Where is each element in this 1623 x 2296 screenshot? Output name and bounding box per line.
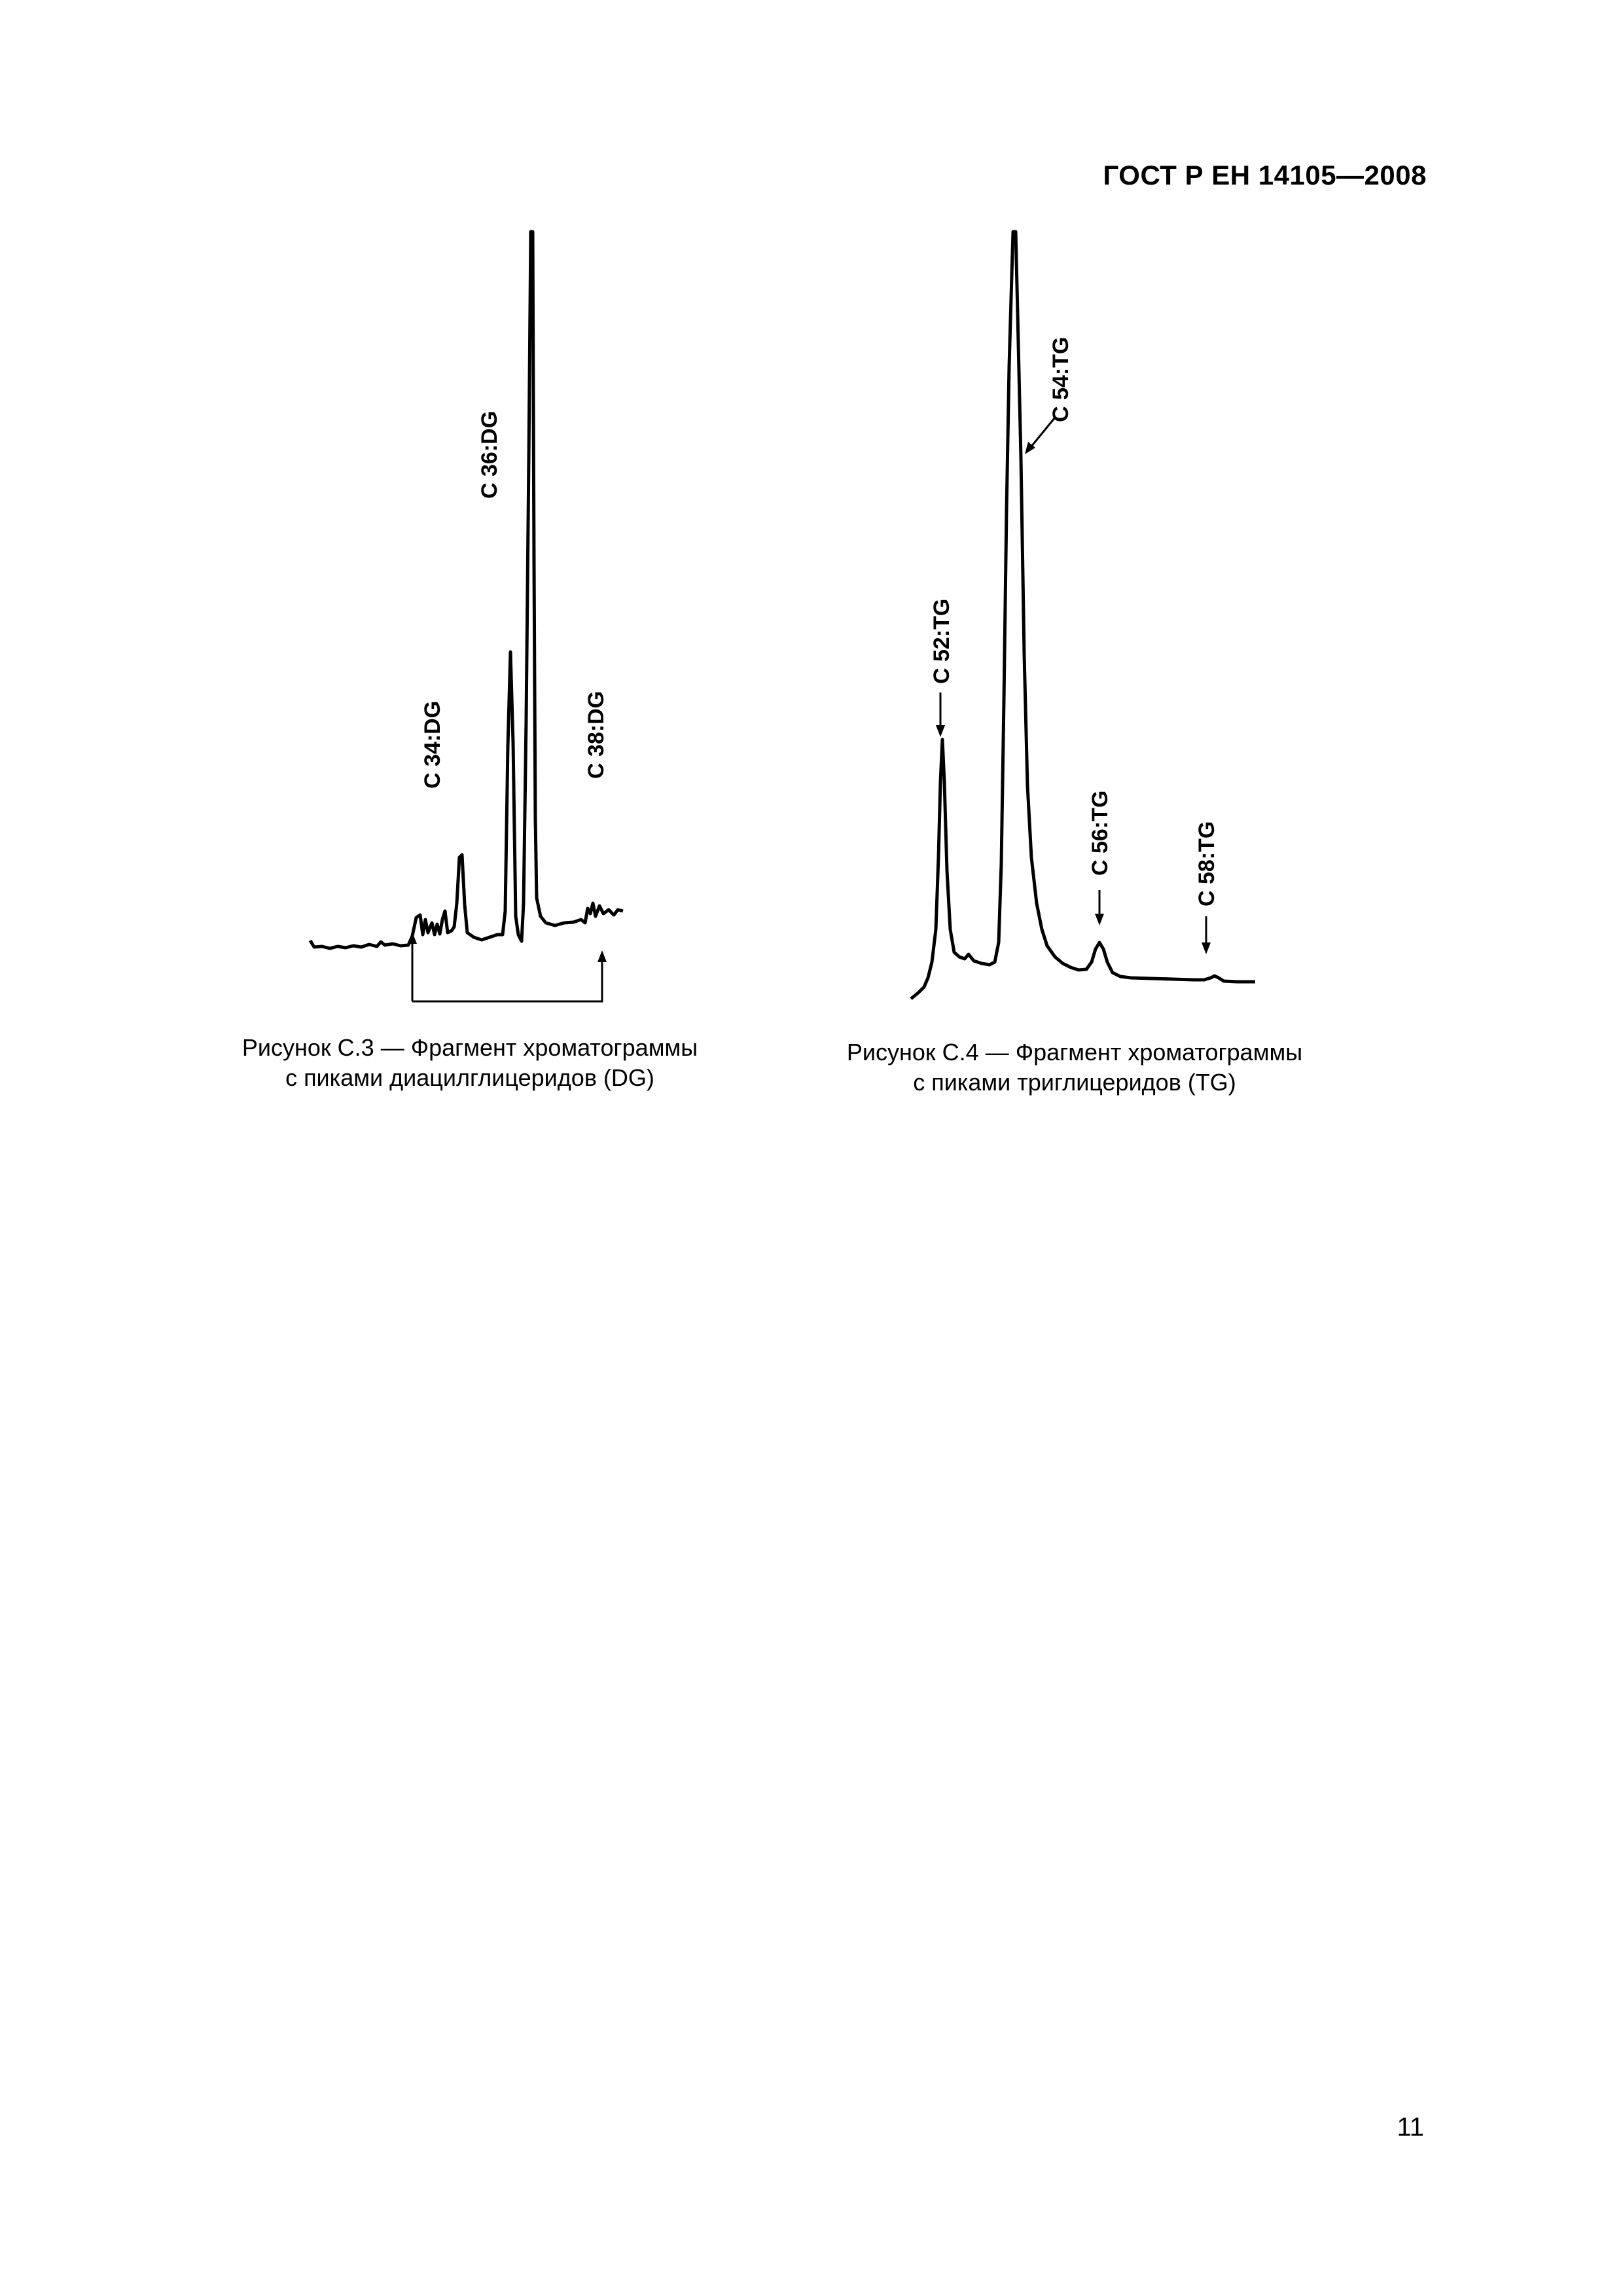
figure-c3-range-bracket: [412, 939, 602, 1001]
figure-c3-caption-line2: с пиками диацилглицеридов (DG): [285, 1064, 654, 1091]
figure-c3-peak-label-c38: C 38:DG: [584, 691, 609, 779]
figure-c4-caption-line2: с пиками триглицеридов (TG): [913, 1069, 1236, 1096]
figure-c4-peak-label-c52: C 52:TG: [929, 598, 954, 684]
figure-c3-caption-line1: Рисунок С.3 — Фрагмент хроматограммы: [241, 1034, 698, 1061]
figure-c3-caption: [175, 1033, 764, 1093]
figure-c4-arrowhead-c56: [1095, 914, 1104, 925]
figure-c4-arrowhead-c52: [936, 725, 945, 737]
figure-c4-arrow-c54: [1031, 418, 1055, 446]
page-number: 11: [1397, 2113, 1424, 2142]
figure-c4-caption-line1: Рисунок С.4 — Фрагмент хроматограммы: [846, 1039, 1303, 1066]
figure-c4-peak-label-c58: C 58:TG: [1194, 821, 1219, 906]
figure-c4-chromatogram: [911, 232, 1255, 999]
figure-c4-caption: [780, 1037, 1369, 1098]
figure-c3-peak-label-c34: C 34:DG: [420, 700, 445, 789]
figure-c3-trace: [310, 232, 623, 948]
figure-c3-peak-label-c36: C 36:DG: [477, 410, 502, 499]
figure-c4-peak-label-c54: C 54:TG: [1048, 336, 1073, 422]
figure-c4-peak-label-c56: C 56:TG: [1088, 790, 1113, 876]
figure-c3-range-arrowhead-left: [408, 932, 417, 944]
figure-c3-chromatogram: [310, 232, 623, 1001]
document-header: ГОСТ Р ЕН 14105—2008: [1103, 160, 1427, 190]
figure-c4-arrowhead-c58: [1202, 942, 1211, 954]
figure-c3-range-arrowhead-right: [597, 950, 607, 962]
